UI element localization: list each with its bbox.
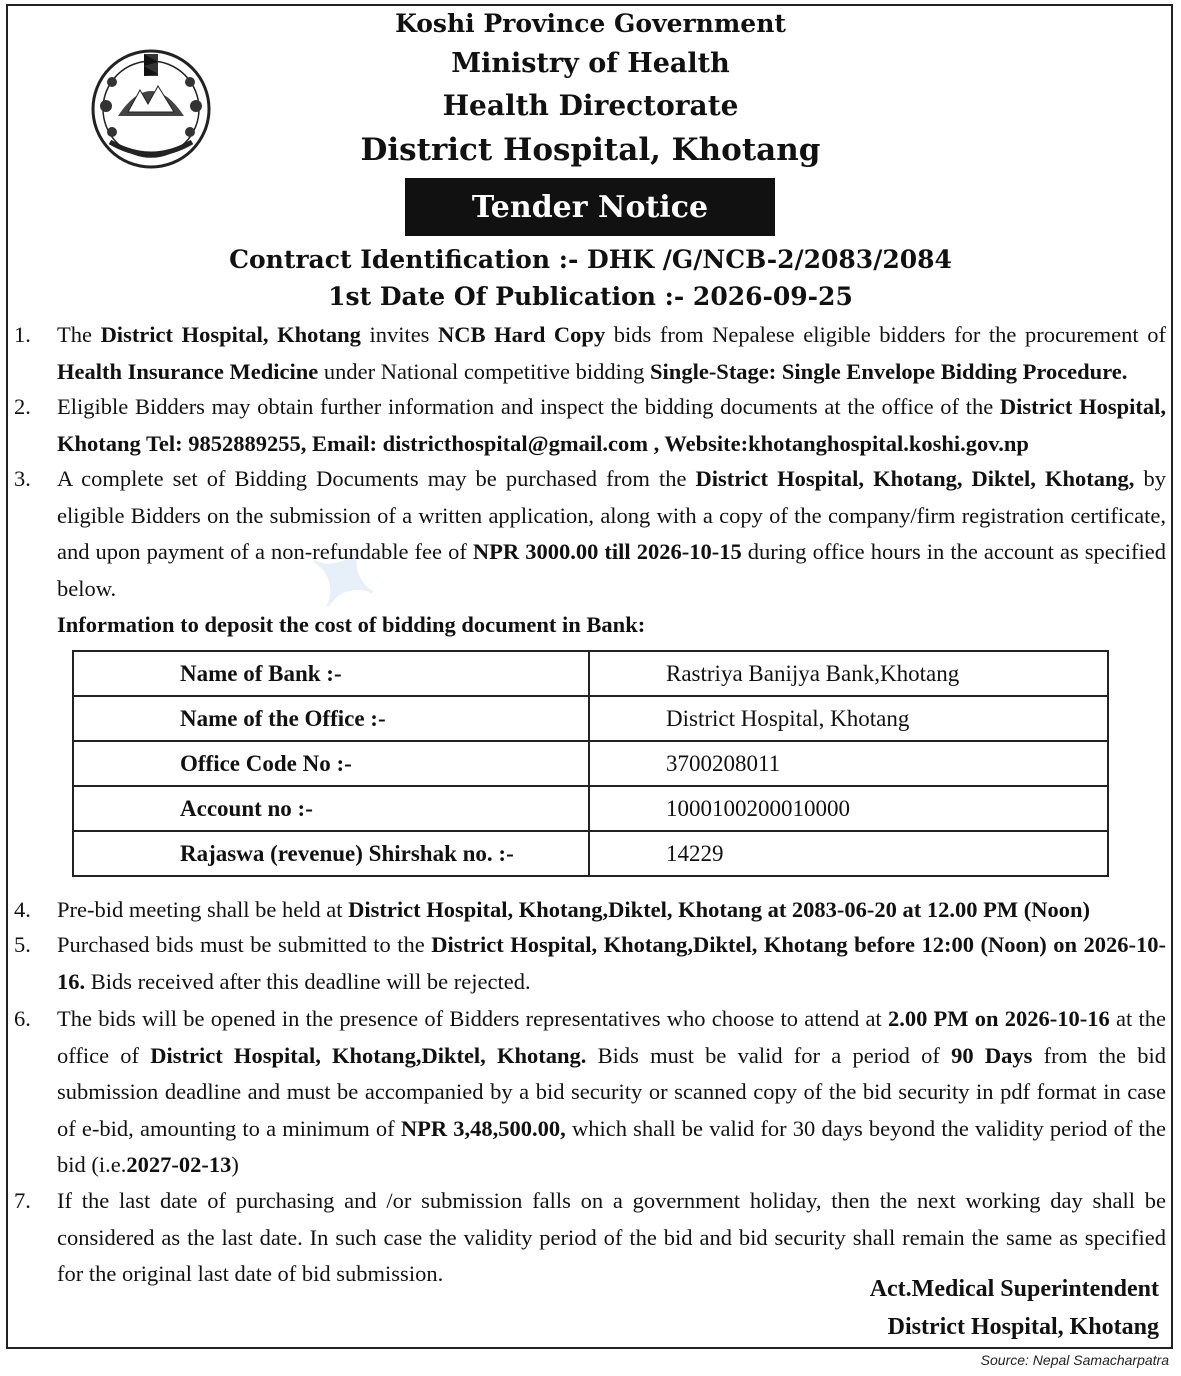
bold-text: District Hospital, Khotang, Diktel, Khotang, [695,466,1135,491]
table-value: 3700208011 [589,741,1108,786]
item-text [57,317,1166,390]
table-key: Rajaswa (revenue) Shirshak no. :- [73,831,589,876]
text-run: during office hours in the account as specified below. [57,539,1166,601]
watermark: ✦ [283,521,406,634]
text-run: Eligible Bidders may obtain further information and inspect the bidding documents at the office of the [57,394,1000,419]
table-row [73,741,1108,786]
table-value: District Hospital, Khotang [589,696,1108,741]
bold-text: District Hospital, Khotang,Diktel, Khotang at 2083-06-20 at 12.00 PM (Noon) [348,897,1091,922]
signature-office: District Hospital, Khotang [887,1314,1159,1340]
bold-text: NPR 3000.00 till 2026-10-15 [472,539,742,564]
table-value: 14229 [589,831,1108,876]
bold-text: 2.00 PM on 2026-10-16 [887,1006,1110,1031]
text-run: Bids received after this deadline will be rejected. [85,968,531,994]
contract-identification: Contract Identification :- DHK /G/NCB-2/2083/2084 [229,245,952,274]
table-row [73,831,1108,876]
item-text [57,389,1166,462]
publication-date: 1st Date Of Publication :- 2026-09-25 [328,282,853,311]
item-number: 2. [14,394,31,419]
table-row [73,786,1108,831]
item-text [57,1001,1166,1184]
bold-text: District Hospital, Khotang Tel: 9852889255, Email: districthospital@gmail.com , Website:khotanghospital.koshi.gov.np [57,394,1166,456]
table-value: 1000100200010000 [589,786,1108,831]
bold-text: NPR 3,48,500.00, [400,1115,566,1141]
text-run: under National competitive bidding [318,358,651,384]
header-ministry: Ministry of Health [451,48,730,79]
text-run: Pre-bid meeting shall be held at [57,897,349,922]
bold-text: 2027-02-13 [126,1152,232,1177]
bank-info-table [72,650,1109,877]
text-run: The [57,322,101,347]
bold-text: Health Insurance Medicine [57,358,319,384]
bold-text: 90 Days [951,1042,1033,1068]
text-run: from the bid submission deadline and must be accompanied by a bid security or scanned copy of the bid security in pdf format in case of e-bid, amounting to a minimum of [57,1042,1166,1141]
bold-text: Single-Stage: Single Envelope Bidding Procedure. [650,358,1128,384]
item-text [57,927,1166,1000]
table-row [73,651,1108,696]
item-text [57,461,1166,607]
table-row [73,696,1108,741]
header-hospital: District Hospital, Khotang [360,132,821,168]
tender-notice-title: Tender Notice [405,178,775,236]
item-number: 6. [14,1006,31,1031]
table-key: Account no :- [73,786,589,831]
table-key: Name of the Office :- [73,696,589,741]
text-run: at the office of [57,1006,1166,1068]
item-number: 5. [14,932,31,957]
text-run: Purchased bids must be submitted to the [57,932,432,957]
table-key: Office Code No :- [73,741,589,786]
text-run: invites [360,322,439,347]
text-run: ) [231,1152,239,1177]
bold-text: NCB Hard Copy [438,322,606,347]
item-text [57,892,1166,929]
text-run: by eligible Bidders on the submission of a written application, along with a copy of the company/firm registration certificate, and upon payment of a non-refundable fee of [57,466,1166,564]
text-run: The bids will be opened in the presence of Bidders representatives who choose to attend at [57,1006,888,1031]
table-value: Rastriya Banijya Bank,Khotang [589,651,1108,696]
source-credit: Source: Nepal Samacharpatra [980,1352,1169,1368]
text-run: bids from Nepalese eligible bidders for the procurement of [605,322,1166,347]
text-run: If the last date of purchasing and /or submission falls on a government holiday, then the next working day shall be considered as the last date. In such case the validity period of the bid and bid security shall remain the same as specified for the original last date of bid submission. [57,1188,1166,1286]
text-run: which shall be valid for 30 days beyond the validity period of the bid (i.e. [57,1115,1166,1177]
item-number: 3. [14,466,31,491]
header-directorate: Health Directorate [442,89,739,122]
signature-title: Act.Medical Superintendent [869,1276,1159,1302]
item-number: 7. [14,1188,31,1213]
header-government: Koshi Province Government [395,9,786,38]
deposit-info-title: Information to deposit the cost of bidding document in Bank: [57,612,646,637]
bold-text: District Hospital, Khotang,Diktel, Khotang. [150,1042,587,1068]
signature-block [870,1270,1159,1346]
text-run: A complete set of Bidding Documents may be purchased from the [57,466,696,491]
bold-text: District Hospital, Khotang [100,322,361,347]
text-run: Bids must be valid for a period of [586,1042,952,1068]
item-number: 1. [14,322,31,347]
bold-text: District Hospital, Khotang,Diktel, Khotang before 12:00 (Noon) on 2026-10-16. [57,932,1166,994]
item-number: 4. [14,897,31,922]
table-key: Name of Bank :- [73,651,589,696]
